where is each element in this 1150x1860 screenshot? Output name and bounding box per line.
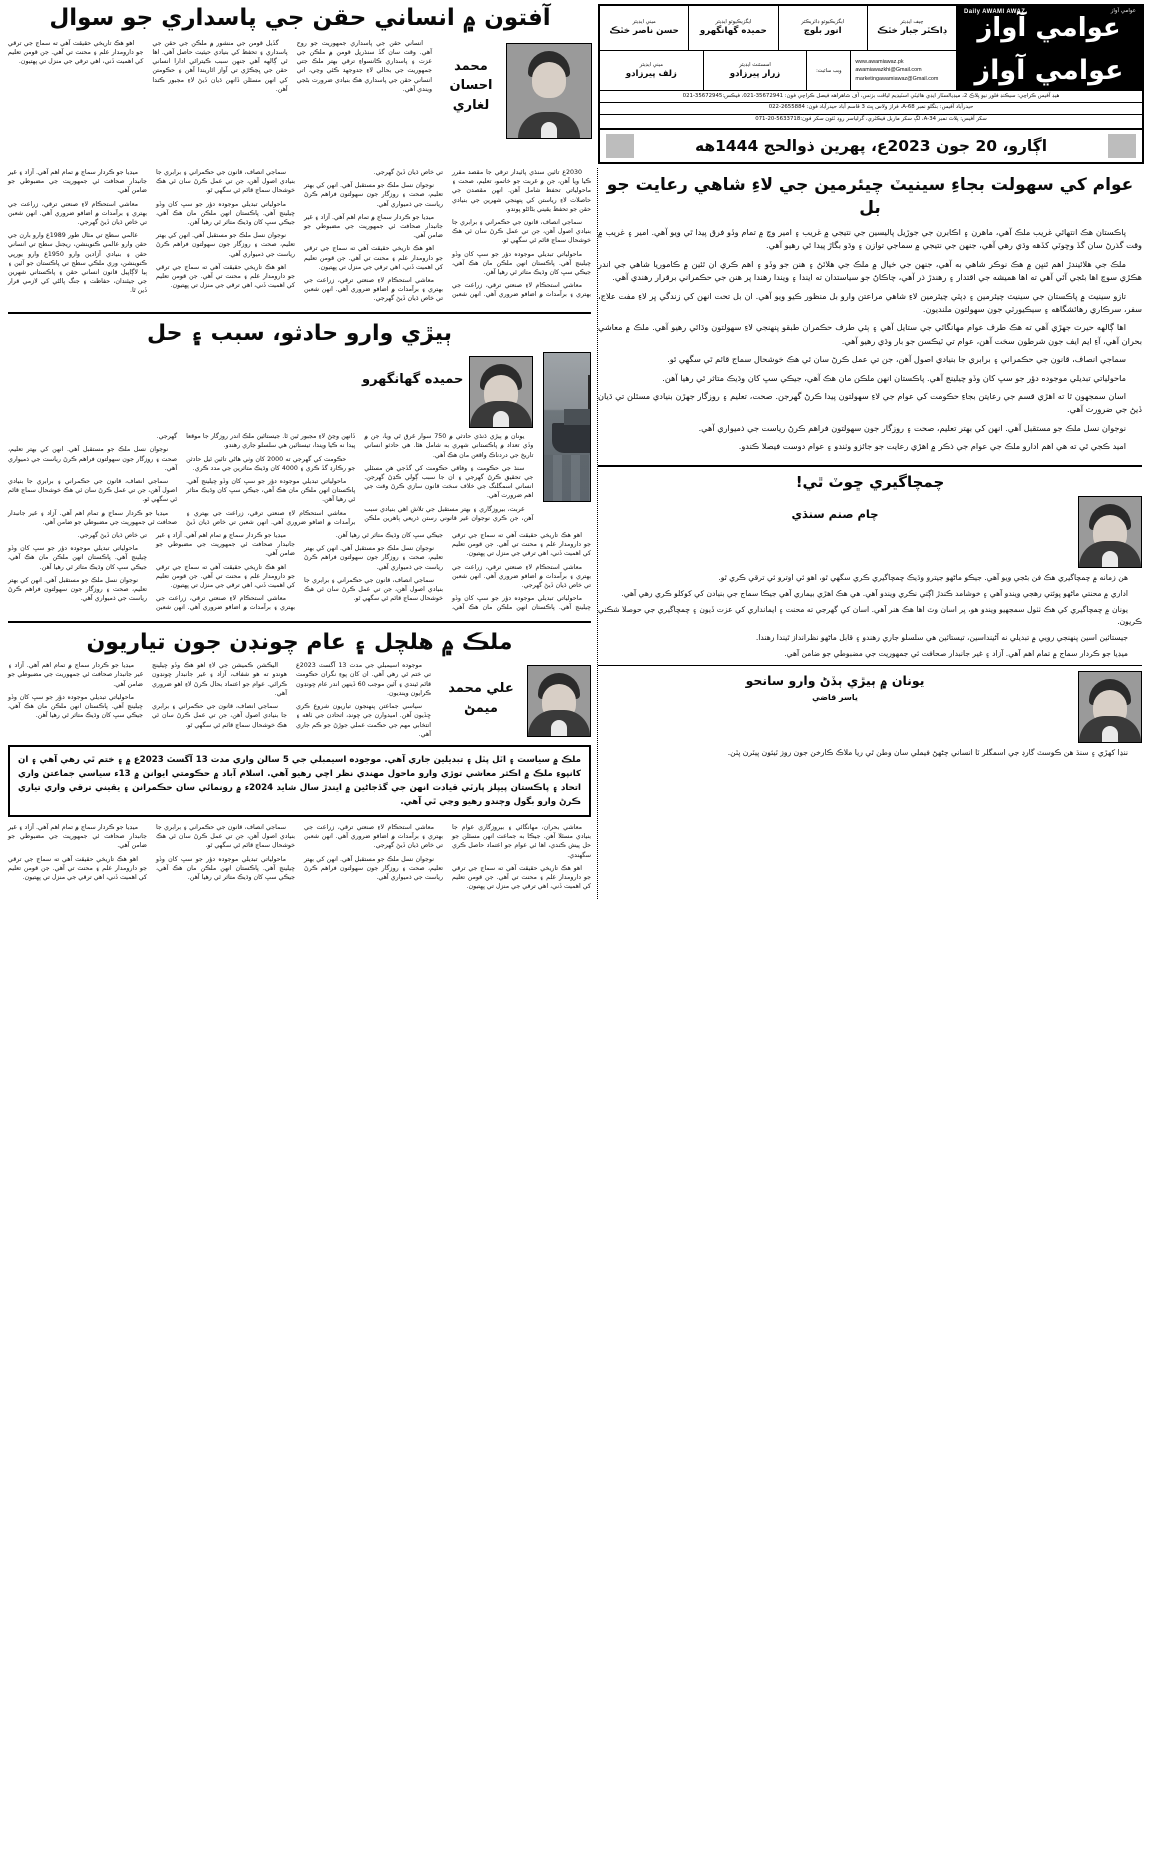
email-news[interactable]: awamiawazkhi@Gmail.com [855,67,922,74]
paragraph: اهو هڪ تاريخي حقيقت آهي ته سماج جي ترقي جو دارومدار علم ۽ محنت تي آهي. جن قومن تعليم کي اهميت ڏني، اهي ترقي جي منزل تي پهتيون. [156,563,295,590]
sidebar-headline: يونان ۾ ٻيڙي ٻڏڻ وارو سانحو [745,673,925,689]
paragraph: ماحولياتي تبديلي موجوده دؤر جو سڀ کان وڏو چيلينج آهي. پاڪستان انهن ملڪن مان هڪ آهي، جيڪي سڀ کان وڌيڪ متاثر ٿي رهيا آهن. [662,372,1126,383]
paragraph: هن زمانه ۾ چمچاگيري هڪ فن بڻجي ويو آهي. جيڪو ماڻهو جيترو وڌيڪ چمچاگيري ڪري سگهي ٿو، اهو ئي اوترو ئي ترقي ڪري ٿو. [718,573,1128,583]
address-sukkur: سکر آفيس: پلاٽ نمبر 34-A، لڳ سکر ماربل فيڪٽري، گرلياسر روڊ ٽئون سکر فون:5633718-20-071 [755,116,987,123]
paragraph: معاشي استحڪام لاءِ صنعتي ترقي، زراعت جي بهتري ۽ برآمدات ۾ اضافو ضروري آهي. انهن شعبن تي خاص ڌيان ڏيڻ گهرجي. [304,277,443,303]
paragraph: يونان ۾ ٻيڙي ڌنڌي حادثي ۾ 750 سوار غرق ٿي ويا، جن ۾ وڏي تعداد ۾ پاڪستاني شهري به شامل هئا. هي حادثو انساني تاريخ جي دردناڪ واقعن مان هڪ آهي. [364,433,534,459]
paragraph: اهو هڪ تاريخي حقيقت آهي ته سماج جي ترقي جو دارومدار علم ۽ محنت تي آهي. جن قومن تعليم کي اهميت ڏني، اهي ترقي جي منزل تي پهتيون. [8,855,147,881]
paragraph: ماحولياتي تبديلي موجوده دؤر جو سڀ کان وڏو چيلينج آهي. پاڪستان انهن ملڪن مان هڪ آهي، جيڪي سڀ کان وڌيڪ متاثر ٿي رهيا آهن. [452,250,591,277]
article-body-continued [8,823,591,891]
paragraph: ميڊيا جو ڪردار سماج ۾ تمام اهم آهي. آزاد ۽ غير جانبدار صحافت ئي جمهوريت جي مضبوطي جو ضامن آهي. [8,823,147,850]
staff-executive-editor [688,6,777,50]
lead-intro-text [8,39,432,94]
paragraph: نوجوان نسل ملڪ جو مستقبل آهي. انهن کي بهتر تعليم، صحت ۽ روزگار جون سهولتون فراهم ڪرڻ رياست جي ذميواري آهي. [304,182,443,208]
staff-mini-editor [600,51,703,90]
paragraph: ميڊيا جو ڪردار سماج ۾ تمام اهم آهي. آزاد ۽ غير جانبدار صحافت ئي جمهوريت جي مضبوطي جو ضامن آهي. [8,169,147,195]
date-bar-block-right [1108,134,1136,158]
paragraph: سماجي انصاف، قانون جي حڪمراني ۽ برابري جا بنيادي اصول آهن، جن تي عمل ڪرڻ سان ئي هڪ خوشحال سماج قائم ٿي سگهي ٿو. [452,219,591,245]
lead-headline: آفتون ۾ انساني حقن جي پاسداري جو سوال [49,5,551,31]
ship-photo [543,352,591,502]
brand-sindhi-lower: عوامي آواز [974,55,1124,86]
paragraph: ماحولياتي تبديلي موجوده دؤر جو سڀ کان وڏو چيلينج آهي. پاڪستان انهن ملڪن مان هڪ آهي، جيڪي سڀ کان وڌيڪ متاثر ٿي رهيا آهن. [156,855,295,881]
brand-english: Daily AWAMI AWAZ [964,9,1026,15]
article-elections [8,629,591,892]
paragraph: انساني حقن جي پاسداري جمهوريت جو روح آهي. وقت سان گڏ سنڌريل قومن ۾ ملڪن جي عزت ۽ پاسداري ڪانسواءِ ترقي بهتر ملڪ جتي جمهوريت جي بحالي لاءِ جدوجهد ڪئي وڃي، اتي انساني حقن جي پاسداري هڪ بنيادي ضرورت بڻجي ويندي آهي. [296,39,432,93]
staff-role: اسسٽنٽ ايڊيٽر [739,61,771,68]
paragraph: ماحولياتي تبديلي موجوده دؤر جو سڀ کان وڏو چيلينج آهي. پاڪستان انهن ملڪن مان هڪ آهي، جيڪي سڀ کان وڌيڪ متاثر ٿي رهيا آهن. [335,532,591,612]
paragraph: نوجوان نسل ملڪ جو مستقبل آهي. انهن کي بهتر تعليم، صحت ۽ روزگار جون سهولتون فراهم ڪرڻ رياست جي ذميواري آهي. [698,422,1126,433]
sidebar-author-name: ياسر قاضي [812,692,858,702]
paragraph: معاشي بحران، مهانگائي ۽ بيروزگاري عوام جا بنيادي مسئلا آهن. جيڪا به جماعت انهن مسئلن جو حل پيش ڪندي، اها ئي عوام جو اعتماد حاصل ڪري سگهندي. [452,823,591,859]
masthead-addresses [600,90,1142,125]
editorial-column [598,168,1144,899]
paragraph: اهو هڪ تاريخي حقيقت آهي ته سماج جي ترقي جو دارومدار علم ۽ محنت تي آهي. جن قومن تعليم کي اهميت ڏني، اهي ترقي جي منزل تي پهتيون. [452,864,591,891]
sidebar-article-greece [598,671,1142,759]
paragraph: گڏيل قومن جي منشور ۾ ملڪن جي حقن جي پاسداري ۽ تحفظ کي بنيادي حيثيت حاصل آهي. اها ئي ڳالهه آهي جنهن سبب ڪيترائي ادارا انساني حقن جي ڀڃڪڙي تي آواز اٿاريندا آهن ۽ حڪومتن کي انهن مسئلن ڏانهن ڌيان ڏيڻ لاءِ مجبور ڪندا آهن. [152,39,288,93]
paragraph: اهو هڪ تاريخي حقيقت آهي ته سماج جي ترقي جو دارومدار علم ۽ محنت تي آهي. جن قومن تعليم کي اهميت ڏني، اهي ترقي جي منزل تي پهتيون. [304,245,443,271]
email-marketing[interactable]: marketingawamiawaz@Gmail.com [855,75,939,82]
author-portrait [1078,496,1142,568]
article-author-name: حميده گهانگهرو [362,372,464,388]
paragraph: معاشي استحڪام لاءِ صنعتي ترقي، زراعت جي بهتري ۽ برآمدات ۾ اضافو ضروري آهي. انهن شعبن تي خاص ڌيان ڏيڻ گهرجي. [77,532,295,612]
paragraph: اليڪشن ڪميشن جي لاءِ اهو هڪ وڏو چيلينج هوندو ته هو شفاف، آزاد ۽ غير جانبدار چونڊون ڪرائي. عوام جو اعتماد بحال ڪرڻ لاءِ اهو ضروري آهي. [152,662,287,697]
paragraph: اسان سمجهون ٿا ته اهڙي قسم جي رعايتن بجاءِ حڪومت کي عوام جي لاءِ سهولتون پيدا ڪرڻ گهرجن. صحت، تعليم ۽ روزگار جهڙن بنيادي مسئلن تي ڌيان ڏيڻ جي ضرورت آهي. [598,390,1142,415]
staff-chief-editor [867,6,956,50]
article-author-name: علي محمد ميمڻ [448,681,514,716]
paragraph: ميڊيا جو ڪردار سماج ۾ تمام اهم آهي. آزاد ۽ غير جانبدار صحافت ئي جمهوريت جي مضبوطي جو ضامن آهي. [784,649,1128,659]
paragraph: موجوده اسيمبلي جي مدت 13 آگسٽ 2023ع تي ختم ٿي رهي آهي. ان کان پوءِ نگران حڪومت قائم ٿيندي ۽ آئين موجب 60 ڏينهن اندر عام چونڊون ڪرايون وينديون. [296,662,431,697]
staff-executive-director [778,6,867,50]
masthead-row-editors [600,6,1142,50]
sidebar-article-chamchagiri [598,473,1142,661]
sidebar-body [598,572,1142,660]
paragraph: نوجوان نسل ملڪ جو مستقبل آهي. انهن کي بهتر تعليم، صحت ۽ روزگار جون سهولتون فراهم ڪرڻ رياست جي ذميواري آهي. [156,232,295,258]
publication-date: اڳارو، 20 جون 2023ع، پهرين ذوالحج 1444هه [694,137,1048,155]
contact-labels [806,51,850,90]
staff-role: چيف ايڊيٽر [900,19,924,26]
paragraph: معاشي استحڪام لاءِ صنعتي ترقي، زراعت جي بهتري ۽ برآمدات ۾ اضافو ضروري آهي. انهن شعبن تي خاص ڌيان ڏيڻ گهرجي. [8,200,147,227]
staff-name: ڊاڪٽر جبار خٽڪ [877,26,947,37]
top-band [6,4,1144,130]
paragraph: سماجي انصاف، قانون جي حڪمراني ۽ برابري جا بنيادي اصول آهن، جن تي عمل ڪرڻ سان ئي هڪ خوشحال سماج قائم ٿي سگهي ٿو. [667,354,1126,365]
article-body [8,168,591,304]
staff-role: ايگزيڪيوٽو ڊائريڪٽر [801,19,845,26]
divider [8,312,591,314]
article-pull-quote: ملڪ ۾ سياست ۽ اٽل پٽل ۽ تبديلين جاري آهي. موجوده اسيمبلي جي 5 سالن واري مدت 13 آگسٽ 2023ع ۾ ۽ ختم ٿي رهي آهي ۽ ان کانپوءِ ملڪ ۾ اڪثر معاشي توڙي وارو ماحول مهندي نظر اچي رهيو آهي. اسلام آباد ۾ حڪومتي ايوانن ۾ 13ء سياسي جماعتن واري اتحاد ۽ پاڪستان پيپلز پارٽي قيادت انهن جي گڏجاڻين ۾ ايندڙ سال شايد 2024ء ۾ رونمائي سان حڪمرانن ۽ يقيني ترقي واري تياري ڪرڻ وارو بگول وڄندو رهيو وڃي ٿي آهي. [8,745,591,817]
staff-name: حسن ناصر خٽڪ [609,26,679,37]
paragraph: معاشي استحڪام لاءِ صنعتي ترقي، زراعت جي بهتري ۽ برآمدات ۾ اضافو ضروري آهي. انهن شعبن تي خاص ڌيان ڏيڻ گهرجي. [452,563,591,590]
features-column [6,168,591,899]
paragraph: نوجوان نسل ملڪ جو مستقبل آهي. انهن کي بهتر تعليم، صحت ۽ روزگار جون سهولتون فراهم ڪرڻ رياست جي ذميواري آهي. [8,446,178,472]
paragraph: غربت، بيروزگاري ۽ بهتر مستقبل جي تلاش اهي بنيادي سبب آهن، جن ڪري نوجوان غير قانوني رستن ذريعي ٻاهرين ملڪن ڏانهن وڃڻ لاءِ مجبور ٿين ٿا. جيستائين ملڪ اندر روزگار جا موقعا پيدا نه ڪيا ويندا، تيستائين هي سلسلو جاري رهندو. [186,433,534,522]
column-divider [591,168,598,899]
paragraph: ميڊيا جو ڪردار سماج ۾ تمام اهم آهي. آزاد ۽ غير جانبدار صحافت ئي جمهوريت جي مضبوطي جو ضامن آهي. [156,532,295,558]
sidebar-headline: چمچاگيري ڇوٽ ٿي! [795,472,945,491]
masthead [598,4,1144,130]
paragraph: ميڊيا جو ڪردار سماج ۾ تمام اهم آهي. آزاد ۽ غير جانبدار صحافت ئي جمهوريت جي مضبوطي جو ضامن آهي. [304,213,443,240]
paragraph: نوجوان نسل ملڪ جو مستقبل آهي. انهن کي بهتر تعليم، صحت ۽ روزگار جون سهولتون فراهم ڪرڻ رياست جي ذميواري آهي. [304,855,443,881]
masthead-logo-lower [956,51,1142,90]
paragraph: سماجي انصاف، قانون جي حڪمراني ۽ برابري جا بنيادي اصول آهن، جن تي عمل ڪرڻ سان ئي هڪ خوشحال سماج قائم ٿي سگهي ٿو. [8,478,178,504]
staff-name: زلف پيرزادو [625,68,677,79]
staff-role: ميني ايڊيٽر [632,19,656,26]
paragraph: ملڪ جي هلائيندڙ اهم ٿنڀن ۾ هڪ نوڪر شاهي به آهي، جنهن جي خيال ۾ ملڪ جي هلائڻ ۽ هنن جو وڏو ۽ اهم ڪري ان ٿئين ۾ ڪاموريا شاهي جي اندر هڪڙي سوچ اها بڻجي آئي آهي ته اها هميشه جي اقتدار ۽ رهندڙ ذر آهي، چاڪاڻ جو سياستدان ته ايندا ۽ ويندا رهندا پر هنن جي حڪمراني برقرار رهندي آهي. [598,258,1142,283]
divider [598,665,1142,666]
paragraph: معاشي استحڪام لاءِ صنعتي ترقي، زراعت جي بهتري ۽ برآمدات ۾ اضافو ضروري آهي. انهن شعبن تي خاص ڌيان ڏيڻ گهرجي. [373,169,591,299]
paragraph: سماجي انصاف، قانون جي حڪمراني ۽ برابري جا بنيادي اصول آهن، جن تي عمل ڪرڻ سان ئي هڪ خوشحال سماج قائم ٿي سگهي ٿو. [156,823,295,850]
paragraph: ميڊيا جو ڪردار سماج ۾ تمام اهم آهي. آزاد ۽ غير جانبدار صحافت ئي جمهوريت جي مضبوطي جو ضامن آهي. [8,662,143,688]
paragraph: اها ڳالهه حيرت جهڙي آهي ته هڪ طرف عوام مهانگائي جي ستايل آهي ۽ ٻئي طرف حڪمران طبقو پنهنجي لاءِ سهولتون وڌائي رهيو آهي. ملڪ ۾ معاشي بحران آهي، آءِ ايم ايف جون شرطون سخت آهن، عوام تي ٽيڪسن جو بار وڌي رهيو آهي. [598,322,1142,346]
paragraph: معاشي استحڪام لاءِ صنعتي ترقي، زراعت جي بهتري ۽ برآمدات ۾ اضافو ضروري آهي. انهن شعبن تي خاص ڌيان ڏيڻ گهرجي. [156,433,356,526]
masthead-logo [956,6,1142,50]
editorial-body [598,226,1142,459]
author-portrait [506,43,592,139]
brand-mark-icon: عوامي آواز [1110,8,1136,14]
paragraph: اهو هڪ تاريخي حقيقت آهي ته سماج جي ترقي جو دارومدار علم ۽ محنت تي آهي. جن قومن تعليم کي اهميت ڏني، اهي ترقي جي منزل تي پهتيون. [156,263,295,290]
author-portrait [1078,671,1142,743]
article-body [8,661,431,739]
contact-block[interactable] [850,51,956,90]
lead-byline [442,39,592,139]
paragraph: يونان ۾ چمچاگيري کي هڪ ٺٺول سمجهيو ويندو هو، پر اسان وٽ اها هڪ هنر آهي. اسان کي گهرجي ته محنت ۽ ايمانداري کي عزت ڏيون ۽ چمچاگيري جي حوصلا شڪني ڪريون. [598,605,1142,627]
paragraph: سياسي جماعتن پنهنجون تياريون شروع ڪري ڇڏيون آهن. اميدوارن جي چونڊ، اتحادن جي ٺاهه ۽ انتخابي مهم جي حڪمت عملي جوڙڻ جو ڪم جاري آهي. [296,703,431,738]
paragraph: ماحولياتي تبديلي موجوده دؤر جو سڀ کان وڏو چيلينج آهي. پاڪستان انهن ملڪن مان هڪ آهي، جيڪي سڀ کان وڌيڪ متاثر ٿي رهيا آهن. [8,545,147,571]
sidebar-author-name: چام صنم سنڌي [791,507,879,522]
brand-sindhi: عوامي آواز [977,13,1121,43]
article-headline: ٻيڙي وارو حادثو، سبب ۽ حل [146,320,453,346]
divider [8,621,591,623]
paragraph: سماجي انصاف، قانون جي حڪمراني ۽ برابري جا بنيادي اصول آهن، جن تي عمل ڪرڻ سان ئي هڪ خوشحال سماج قائم ٿي سگهي ٿو. [152,703,287,729]
paragraph: ماحولياتي تبديلي موجوده دؤر جو سڀ کان وڏو چيلينج آهي. پاڪستان انهن ملڪن مان هڪ آهي، جيڪي سڀ کان وڌيڪ متاثر ٿي رهيا آهن. [186,478,356,504]
article-human-rights [8,168,591,304]
paragraph: سماجي انصاف، قانون جي حڪمراني ۽ برابري جا بنيادي اصول آهن، جن تي عمل ڪرڻ سان ئي هڪ خوشحال سماج قائم ٿي سگهي ٿو. [156,169,295,195]
author-portrait [469,356,533,428]
staff-assistant-editor [703,51,807,90]
masthead-row-contact [600,50,1142,90]
paragraph: اميد ڪجي ٿي ته هي اهم ادارو ملڪ جي عوام جي ذڪر ۾ اهڙي رعايت جو جائزو وٺندو ۽ عوام دوست فيصلا ڪندو. [738,441,1126,452]
article-body [8,432,533,527]
date-bar-block-left [606,134,634,158]
divider [598,465,1142,467]
paragraph: اهو هڪ تاريخي حقيقت آهي ته سماج جي ترقي جو دارومدار علم ۽ محنت تي آهي. جن قومن تعليم کي اهميت ڏني، اهي ترقي جي منزل تي پهتيون. [452,532,591,558]
address-karachi: هيڊ آفيس ڪراچي: سيڪنڊ فلور نيو پلاڪ 2، ميڊيالسٽار ايڊي هائيٽي اسٽيڊيم لياقت بزنس، آف شاهراهه فيصل ڪراچي فون: 35672941-021، فيڪس:35672945-021 [600,91,1142,103]
lead-author-name: محمد احسان لغاري [449,58,493,113]
paragraph: پاڪستان هڪ انتهائي غريب ملڪ آهي، ماهرن ۽ اڪابرن جي جوڙيل پاليسين جي نتيجي ۾ غريب ۽ امير وچ ۾ تمام وڏو فرق پيدا ٿي ويو آهي. امير ۽ غريب ۾ وقت گذرڻ سان گڏ وڇوٽي کڏهه وڌي رهي آهي، جنهن جي نتيجي ۾ سماجي توازن ۽ وڌو بگاڙ پيدا ٿي رهيو آهي. [598,226,1142,251]
sidebar-body [598,747,1142,759]
paragraph: معاشي استحڪام لاءِ صنعتي ترقي، زراعت جي بهتري ۽ برآمدات ۾ اضافو ضروري آهي. انهن شعبن تي خاص ڌيان ڏيڻ گهرجي. [304,823,443,850]
article-headline: ملڪ ۾ هلچل ۽ عام چونڊن جون تياريون [86,629,513,655]
paragraph: سنڌ جي حڪومت ۽ وفاقي حڪومت کي گڏجي هن مسئلي جي تحقيق ڪرڻ گهرجي ۽ ان جا سبب ڳولي ڪڍڻ گهرجن. انساني اسمگلنگ جي خلاف سخت قانون سازي ڪرڻ وقت جي اهم ضرورت آهي. [364,464,534,500]
lead-article-header [6,4,598,130]
staff-role: ايگزيڪيوٽو ايڊيٽر [715,19,752,26]
article-body-continued [8,531,591,613]
paragraph: ماحولياتي تبديلي موجوده دؤر جو سڀ کان وڏو چيلينج آهي. پاڪستان انهن ملڪن مان هڪ آهي، جيڪي سڀ کان وڌيڪ متاثر ٿي رهيا آهن. [156,200,295,227]
paragraph: 2030ع تائين سنڌي پائيدار ترقي جا مقصد مقرر ڪيا ويا آهن، جن ۾ غربت جو خاتمو، تعليم، صحت ۽ ماحولياتي تحفظ شامل آهن. انهن مقصدن جي حاصلات لاءِ رياستن کي پنهنجي شهرين جي بنيادي حقن جو تحفظ يقيني بڻائڻو پوندو. [452,169,591,213]
date-bar [598,130,1144,164]
address-hyderabad: حيدرآباد آفيس: بنگلو نمبر 68-A، فراز ولاس ڀٽ 3 قاسم آباد حيدرآباد فون: 2655884-022 [600,103,1142,115]
paragraph: سماجي انصاف، قانون جي حڪمراني ۽ برابري جا بنيادي اصول آهن، جن تي عمل ڪرڻ سان ئي هڪ خوشحال سماج قائم ٿي سگهي ٿو. [304,576,443,603]
paragraph: نوجوان نسل ملڪ جو مستقبل آهي. انهن کي بهتر تعليم، صحت ۽ روزگار جون سهولتون فراهم ڪرڻ رياست جي ذميواري آهي. [304,545,443,571]
paragraph: اداري ۾ محنتي ماڻهو پوئتي رهجي ويندو آهي ۽ خوشامد ڪندڙ اڳتي نڪري ويندو آهي. هي هڪ اهڙي بيماري آهي جيڪا سماج جي بنيادن کي کوکلو ڪري رهي آهي. [621,589,1128,599]
web-label: ويب سائيٽ: [816,67,842,74]
paragraph: عالمي سطح تي مثال طور 1989ع وارو بارن جي حقن وارو عالمي ڪنوينشن، ريجنل سطح تي انساني حقن ۽ بنيادي آزادين وارو 1950ع وارو يورپي ڪنوينشن، وري ملڪي سطح تي پاڪستان جو آئين ۽ ٻيا لاڳاپيل قانون انساني حقن ۽ پاڪستاني شهرين جي جيئندان، حفاظت ۽ جنگ پالڻي کي لازمي قرار ڏين ٿا. [8,232,147,295]
paragraph: اهو هڪ تاريخي حقيقت آهي ته سماج جي ترقي جو دارومدار علم ۽ محنت تي آهي. جن قومن تعليم کي اهميت ڏني، اهي ترقي جي منزل تي پهتيون. [8,39,144,66]
paragraph: تازو سينيٽ ۾ پاڪستان جي سينيٽ چيئرمين ۽ ڊپٽي چيئرمين لاءِ شاهي مراعتن وارو بل منظور ڪيو ويو آهي. ان بل تحت انهن کي زندگي ڀر لاءِ مفت علاج، سفر، سرڪاري رهائشگاهه ۽ سيڪيورٽي جون سهولتون ملنديون. [598,290,1142,314]
website-url[interactable]: www.awamiawaz.pk [855,59,904,66]
article-byline [441,661,591,737]
staff-role: ميني ايڊيٽر [639,61,664,68]
paragraph: ميڊيا جو ڪردار سماج ۾ تمام اهم آهي. آزاد ۽ غير جانبدار صحافت ئي جمهوريت جي مضبوطي جو ضامن آهي. [8,509,178,526]
author-portrait [527,665,591,737]
staff-name: حميده گهانگهرو [699,26,767,37]
editorial-headline: عوام کي سهولت بجاءِ سينيٽ چيئرمين جي لاءِ شاهي رعايت جو بل [606,175,1134,218]
paragraph: نوجوان نسل ملڪ جو مستقبل آهي. انهن کي بهتر تعليم، صحت ۽ روزگار جون سهولتون فراهم ڪرڻ رياست جي ذميواري آهي. [8,576,147,603]
main-content [6,168,1144,899]
paragraph: جيستائين اسين پنهنجي رويي ۾ تبديلي نه آڻينداسين، تيستائين هي سلسلو جاري رهندو ۽ قابل ماڻهو نظرانداز ٿيندا رهندا. [755,633,1128,643]
paragraph: حڪومت کي گهرجي ته 2000 کان وٺي هاڻي تائين ٿيل حادثن جو رڪارڊ گڏ ڪري ۽ 4000 کان وڌيڪ متاثرين جي مدد ڪري. [186,455,356,472]
article-boat-accident [8,320,591,613]
paragraph: ماحولياتي تبديلي موجوده دؤر جو سڀ کان وڏو چيلينج آهي. پاڪستان انهن ملڪن مان هڪ آهي، جيڪي سڀ کان وڌيڪ متاثر ٿي رهيا آهن. [8,693,143,720]
paragraph: ننڍا کهڙي ۽ سنڌ هن ڪوسٽ گارڊ جي اسمگلر ٽا انساني ڄڻهڻ فيملي سان وطن ٿي ريا ملاڪ ڪارخن جون روز ٽيئون پيٽرن پٽن. [727,748,1128,758]
staff-name: زرار پيرزادو [729,68,781,79]
staff-name: انور بلوچ [803,26,842,37]
staff-news-editor [600,6,688,50]
